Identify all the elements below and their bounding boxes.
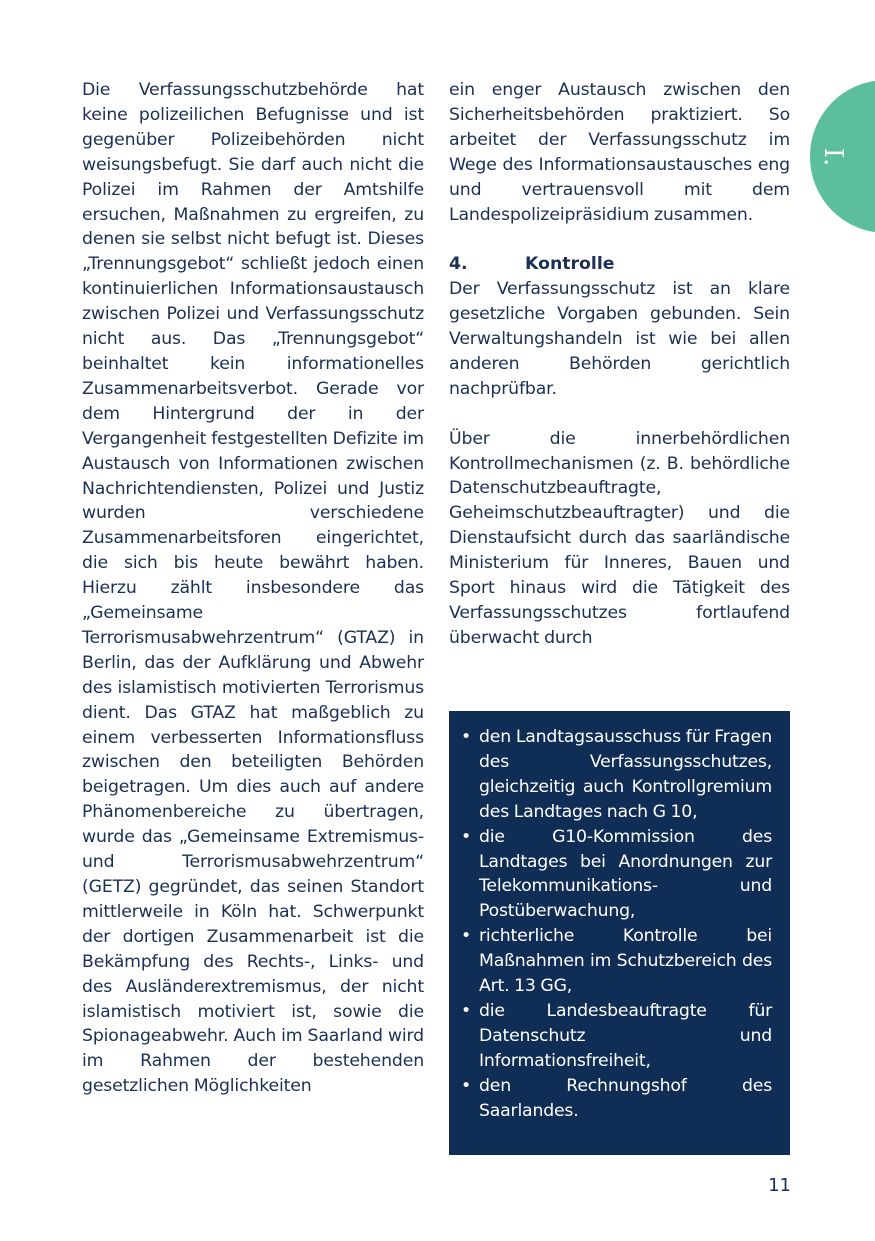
right-column [449,78,790,651]
body-paragraph: Die Verfassungsschutzbehörde hat keine polizeilichen Befugnisse und ist gegenüber Polizeibehörden nicht weisungsbefugt. Sie darf auch nicht die Polizei im Rahmen der Amtshilfe ersuchen, Maßnahmen zu ergreifen, zu denen sie selbst nicht befugt ist. Dieses „Trennungsgebot“ schließt jedoch einen kontinuierlichen Informationsaustausch zwischen Polizei und Verfassungsschutz nicht aus. Das „Trennungsgebot“ beinhaltet kein informationelles Zusammenarbeitsverbot. Gerade vor dem Hintergrund der in der Vergangenheit festgestellten Defizite im Austausch von Informationen zwischen Nachrichtendiensten, Polizei und Justiz wurden verschiedene Zusammenarbeitsforen eingerichtet, die sich bis heute bewährt haben. Hierzu zählt insbesondere das „Gemeinsame Terrorismusabwehrzentrum“ (GTAZ) in Berlin, das der Aufklärung und Abwehr des islamistisch motivierten Terrorismus dient. Das GTAZ hat maßgeblich zu einem verbesserten Informationsfluss zwischen den beteiligten Behörden beigetragen. Um dies auch auf andere Phänomenbereiche zu übertragen, wurde das „Gemeinsame Extremismus- und Terrorismusabwehrzentrum“ (GETZ) gegründet, das seinen Standort mittlerweile in Köln hat. Schwerpunkt der dortigen Zusammenarbeit ist die Bekämpfung des Rechts-, Links- und des Ausländerextremismus, der nicht islamistisch motiviert ist, sowie die Spionageabwehr. Auch im Saarland wird im Rahmen der bestehenden gesetzlichen Möglichkeiten [82,80,424,1097]
left-column [82,78,424,1099]
list-item [457,999,772,1074]
section-title: Kontrolle [525,254,615,275]
control-paragraph-1: Der Verfassungsschutz ist an klare gesetzliche Vorgaben gebunden. Sein Verwaltungshandeln ist wie bei allen anderen Behörden gerichtlich nachprüfbar. [449,279,790,399]
list-item-text: den Rechnungshof des Saarlandes. [479,1075,772,1121]
list-item-text: die Landesbeauftragte für Datenschutz und Informationsfreiheit, [479,1000,772,1071]
page-number: 11 [768,1175,791,1196]
list-item [457,725,772,825]
bullet-icon: • [461,926,471,947]
list-item-text: den Landtagsausschuss für Fragen des Verfassungsschutzes, gleichzeitig auch Kontrollgremium des Landtages nach G 10, [479,727,772,822]
list-item-text: richterliche Kontrolle bei Maßnahmen im Schutzbereich des Art. 13 GG, [479,926,772,997]
control-bodies-list [457,725,772,1124]
bullet-icon: • [461,1000,471,1021]
list-item-text: die G10-Kommission des Landtages bei Anordnungen zur Telekommunikations- und Postüberwachung, [479,826,772,922]
control-paragraph-2: Über die innerbehördlichen Kontrollmechanismen (z. B. behördliche Datenschutzbeauftragte, Geheimschutzbeauftragter) und die Dienstaufsicht durch das saarländische Ministerium für Inneres, Bauen und Sport hinaus wird die Tätigkeit des Verfassungsschutzes fortlaufend überwacht durch [449,428,790,648]
bullet-icon: • [461,1075,471,1096]
bullet-icon: • [461,727,471,747]
bullet-icon: • [461,826,471,847]
list-item [457,924,772,999]
section-heading [449,252,790,277]
list-item [457,825,772,925]
chapter-tab-label: I. [818,147,848,167]
body-paragraph-continuation: ein enger Austausch zwischen den Sicherheitsbehörden praktiziert. So arbeitet der Verfassungsschutz im Wege des Informationsaustausches eng und vertrauensvoll mit dem Landespolizeipräsidium zusammen. [449,80,790,225]
control-bodies-box [449,711,790,1155]
list-item [457,1074,772,1124]
section-number: 4. [449,254,468,275]
